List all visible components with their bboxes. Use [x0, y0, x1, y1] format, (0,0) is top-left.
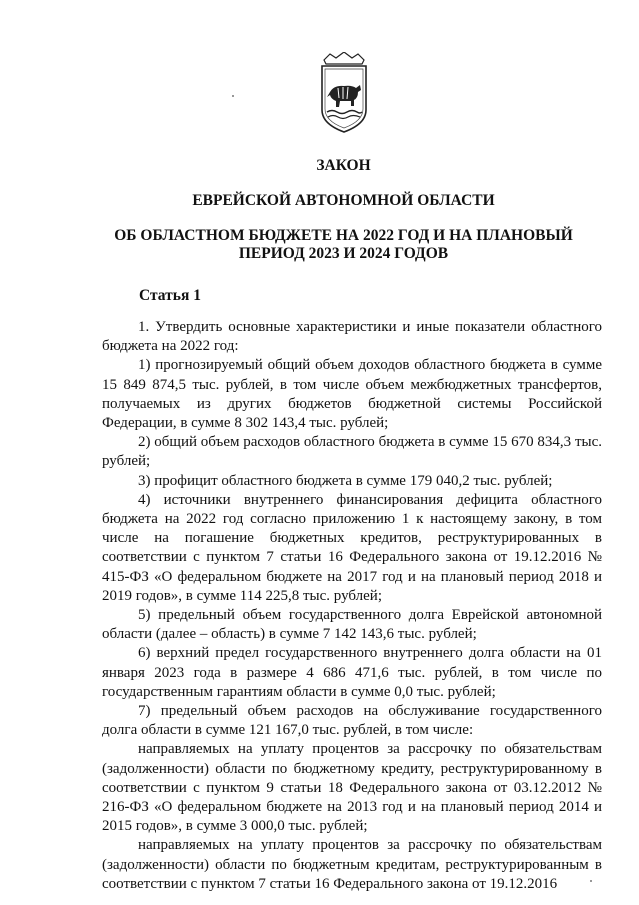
article-body — [102, 318, 602, 894]
paragraph: 6) верхний предел государственного внутреннего долга области на 01 января 2023 года в размере 4 686 471,6 тыс. рублей, в том числе по государственным гарантиям области в сумме 0,0 тыс. рублей; — [102, 645, 602, 700]
article-heading: Статья 1 — [139, 287, 201, 304]
paragraph: 5) предельный объем государственного долга Еврейской автономной области (далее – область) в сумме 7 142 143,6 тыс. рублей; — [102, 607, 602, 643]
law-title: ЗАКОН — [316, 157, 371, 174]
region-title: ЕВРЕЙСКОЙ АВТОНОМНОЙ ОБЛАСТИ — [192, 192, 495, 209]
paragraph: направляемых на уплату процентов за рассрочку по обязательствам (задолженности) области по бюджетному кредиту, реструктурированному в соответствии с пунктом 9 статьи 18 Федерального закона от 03.12.2012 № 216-ФЗ «О федеральном бюджете на 2013 год и на плановый период 2014 и 2015 годов», в сумме 3 000,0 тыс. рублей; — [102, 741, 602, 835]
paragraph: 1) прогнозируемый общий объем доходов областного бюджета в сумме 15 849 874,5 тыс. рублей, в том числе объем межбюджетных трансфертов, получаемых из других бюджетов бюджетной системы Российской Федерации, в сумме 8 302 143,4 тыс. рублей; — [102, 357, 602, 432]
paragraph: 1. Утвердить основные характеристики и иные показатели областного бюджета на 2022 год: — [102, 319, 602, 355]
subject-title-line1: ОБ ОБЛАСТНОМ БЮДЖЕТЕ НА 2022 ГОД И НА ПЛАНОВЫЙ — [114, 227, 573, 244]
paragraph: 3) профицит областного бюджета в сумме 179 040,2 тыс. рублей; — [138, 472, 553, 489]
scan-speck — [232, 95, 234, 97]
subject-title-line2: ПЕРИОД 2023 И 2024 ГОДОВ — [238, 245, 449, 262]
paragraph: 7) предельный объем расходов на обслуживание государственного долга области в сумме 121 167,0 тыс. рублей, в том числе: — [102, 703, 602, 739]
paragraph: 4) источники внутреннего финансирования дефицита областного бюджета на 2022 год согласно приложению 1 к настоящему закону, в том числе на погашение бюджетных кредитов, реструктурированных в соответствии с пунктом 7 статьи 16 Федерального закона от 19.12.2016 № 415-ФЗ «О федеральном бюджете на 2017 год и на плановый период 2018 и 2019 годов», в сумме 114 225,8 тыс. рублей; — [102, 491, 602, 604]
scan-speck — [590, 880, 592, 882]
paragraph: 2) общий объем расходов областного бюджета в сумме 15 670 834,3 тыс. рублей; — [102, 434, 602, 470]
tiger-shield-icon — [318, 52, 370, 134]
paragraph: направляемых на уплату процентов за рассрочку по обязательствам (задолженности) области по бюджетным кредитам, реструктурированным в соответствии с пунктом 7 статьи 16 Федерального закона от 19.12.2016 — [102, 837, 602, 892]
coat-of-arms-emblem — [318, 52, 370, 134]
